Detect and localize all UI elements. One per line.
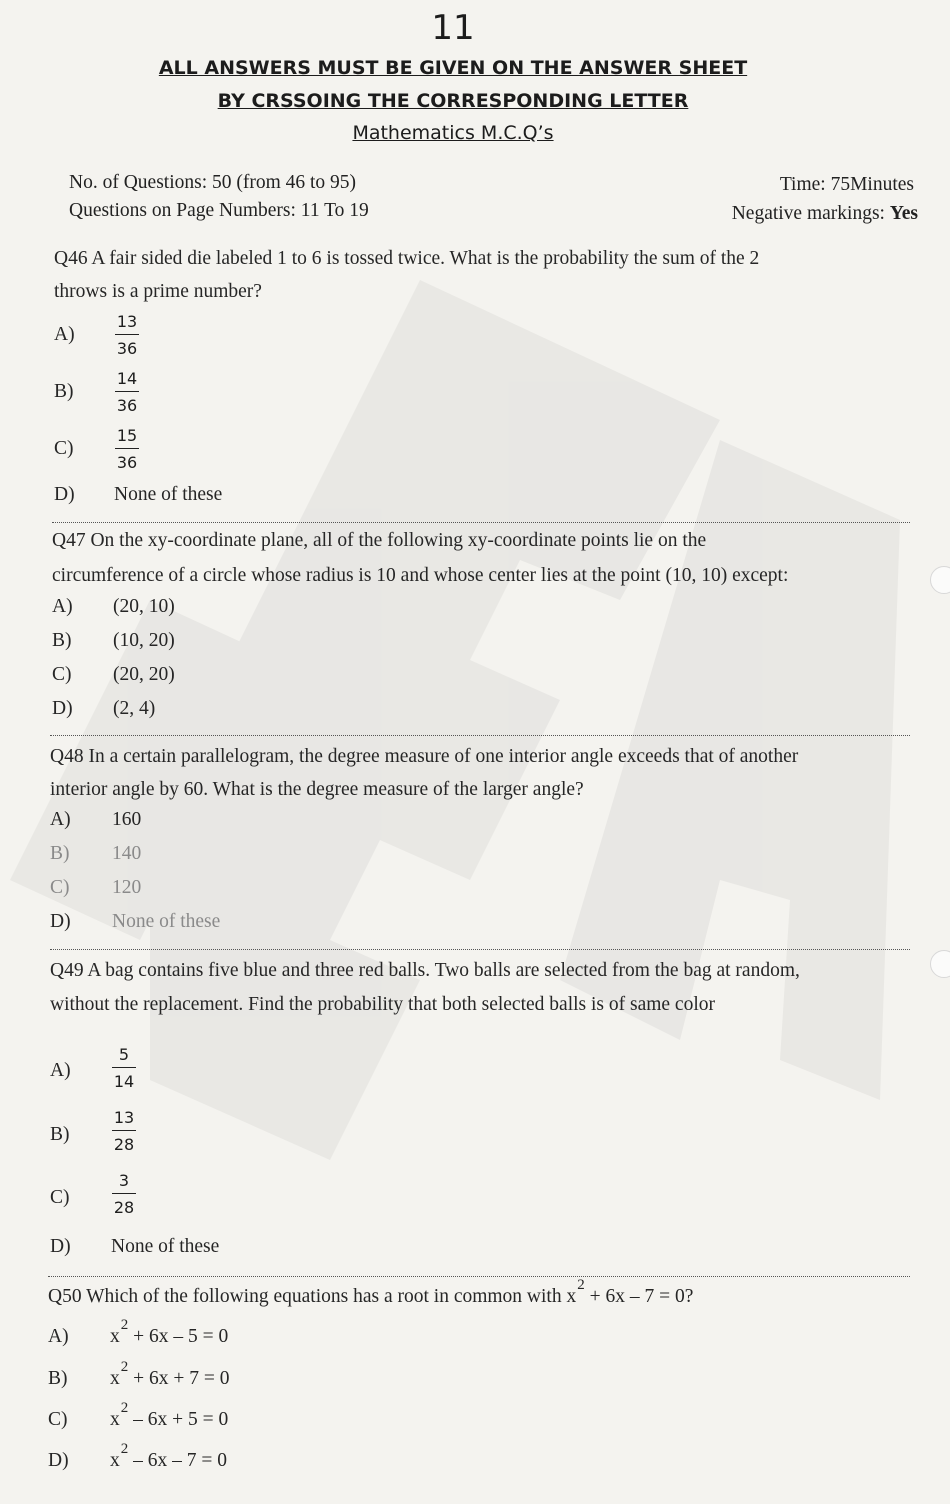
option-a-fraction[interactable] [114,312,140,358]
binder-hole-bottom [930,950,950,978]
option-b-letter: B) [50,843,70,864]
divider [48,1276,910,1277]
option-c-fraction[interactable] [114,426,140,472]
option-a-text[interactable]: (20, 10) [113,596,175,617]
option-d-letter: D) [48,1450,69,1471]
option-b-text[interactable]: (10, 20) [113,630,175,651]
base: x [110,1450,120,1471]
negative-label: Negative markings: [731,203,885,224]
option-b-letter: B) [52,630,72,651]
base: x [110,1409,120,1430]
option-a-letter: A) [50,1060,71,1081]
numerator: 14 [116,369,138,388]
denominator: 36 [116,396,138,415]
option-a-letter: A) [50,809,71,830]
numerator: 13 [113,1108,135,1127]
option-c-letter: C) [50,877,70,898]
numerator: 13 [116,312,138,331]
option-a-letter: A) [54,324,75,345]
option-b-fraction[interactable] [111,1108,137,1154]
option-c-letter: C) [50,1187,70,1208]
equation-rest: – 6x + 5 = 0 [128,1409,229,1430]
option-d-letter: D) [54,484,75,505]
option-b-equation[interactable] [110,1359,230,1390]
exponent: 2 [120,1317,129,1333]
question-text-cont: interior angle by 60. What is the degree measure of the larger angle? [50,779,584,800]
option-a-letter: A) [48,1326,69,1347]
option-c-text[interactable]: (20, 20) [113,664,175,685]
question-text: Q46 A fair sided die labeled 1 to 6 is tossed twice. What is the probability the sum of the 2 [54,248,760,269]
page-range: Questions on Page Numbers: 11 To 19 [69,200,369,221]
denominator: 36 [116,339,138,358]
binder-hole-top [930,566,950,594]
option-c-equation[interactable] [110,1400,229,1431]
option-a-text[interactable]: 160 [112,809,142,830]
numerator: 3 [118,1171,130,1190]
option-c-letter: C) [48,1409,68,1430]
question-text: Q47 On the xy-coordinate plane, all of the following xy-coordinate points lie on the [52,530,707,551]
base: x [110,1368,120,1389]
negative-markings [732,203,918,225]
denominator: 28 [113,1135,135,1154]
option-b-text[interactable]: 140 [112,843,142,864]
option-b-letter: B) [48,1368,68,1389]
num-questions: No. of Questions: 50 (from 46 to 95) [69,172,357,193]
question-text-cont: throws is a prime number? [54,281,262,302]
option-d-letter: D) [50,911,71,932]
denominator: 14 [113,1072,135,1091]
option-a-equation[interactable] [110,1317,229,1348]
option-d-text[interactable]: None of these [112,911,221,932]
divider [50,949,910,950]
option-b-letter: B) [50,1124,70,1145]
stem-exponent: 2 [577,1277,585,1293]
option-d-letter: D) [52,698,73,719]
divider [52,522,910,523]
option-b-letter: B) [54,381,74,402]
option-d-text[interactable]: None of these [114,484,223,505]
time-limit: Time: 75Minutes [779,174,914,195]
option-d-text[interactable]: None of these [111,1236,220,1257]
instruction-line-1: ALL ANSWERS MUST BE GIVEN ON THE ANSWER SHEET [158,57,748,79]
equation-rest: – 6x – 7 = 0 [128,1450,227,1471]
numerator: 15 [116,426,138,445]
option-b-fraction[interactable] [114,369,140,415]
denominator: 36 [116,453,138,472]
stem-prefix: Q50 Which of the following equations has a root in common with x [48,1286,577,1307]
divider [50,735,910,736]
exponent: 2 [120,1359,129,1375]
option-c-text[interactable]: 120 [112,877,142,898]
option-a-fraction[interactable] [111,1045,137,1091]
base: x [110,1326,120,1347]
numerator: 5 [118,1045,130,1064]
subject-title: Mathematics M.C.Q’s [352,122,554,144]
question-text-cont: circumference of a circle whose radius is 10 and whose center lies at the point (10, 10) except: [52,565,789,586]
option-c-letter: C) [52,664,72,685]
option-d-equation[interactable] [110,1441,227,1472]
exponent: 2 [120,1400,129,1416]
question-text: Q48 In a certain parallelogram, the degree measure of one interior angle exceeds that of another [50,746,799,767]
question-text: Q49 A bag contains five blue and three red balls. Two balls are selected from the bag at random, [50,960,800,981]
negative-value: Yes [889,203,918,224]
equation-rest: + 6x + 7 = 0 [128,1368,230,1389]
denominator: 28 [113,1198,135,1217]
stem-suffix: + 6x – 7 = 0? [584,1286,694,1307]
page-number: 11 [431,8,475,48]
option-d-text[interactable]: (2, 4) [113,698,156,719]
option-d-letter: D) [50,1236,71,1257]
question-text [48,1277,694,1315]
question-text-cont: without the replacement. Find the probability that both selected balls is of same color [50,994,715,1015]
option-c-letter: C) [54,438,74,459]
exponent: 2 [120,1441,129,1457]
option-c-fraction[interactable] [111,1171,137,1217]
instruction-line-2: BY CRSSOING THE CORRESPONDING LETTER [217,90,689,112]
equation-rest: + 6x – 5 = 0 [128,1326,229,1347]
option-a-letter: A) [52,596,73,617]
